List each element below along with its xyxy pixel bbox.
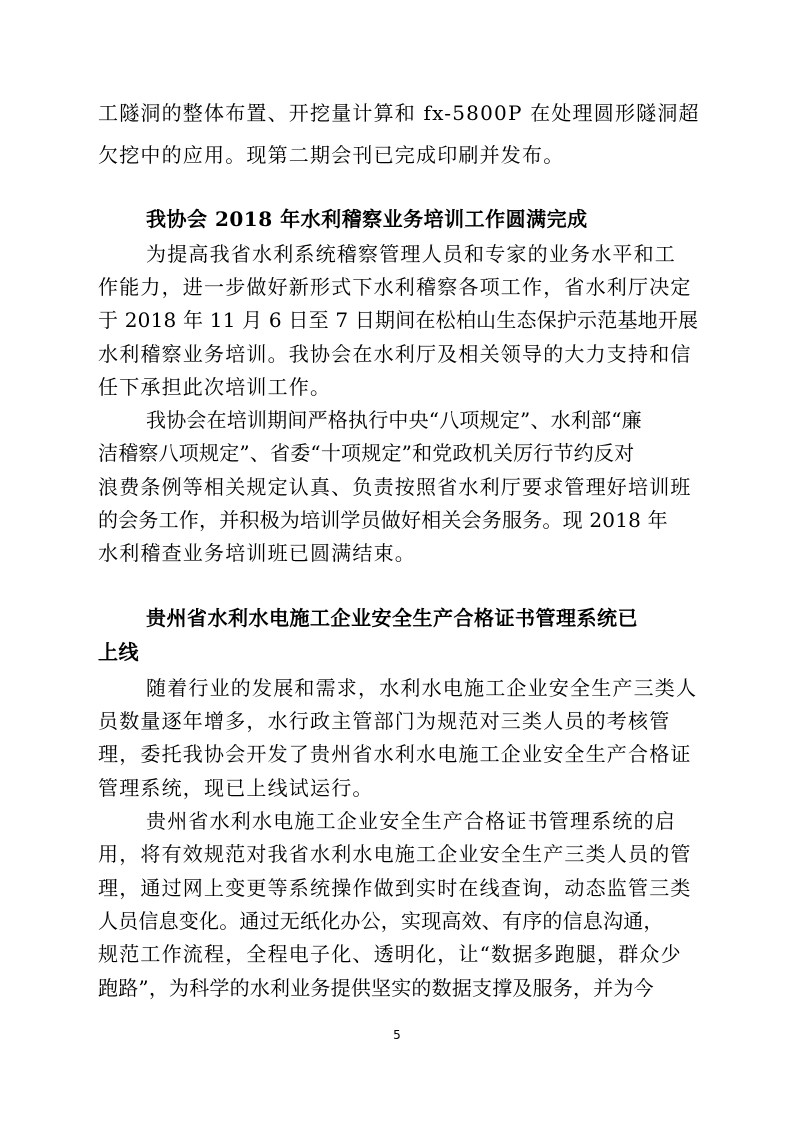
page-number: 5 bbox=[393, 1028, 401, 1042]
intro-line: 工隧洞的整体布置、开挖量计算和 fx-5800P 在处理圆形隧洞超 bbox=[98, 101, 700, 125]
paragraph-line: 作能力，进一步做好新形式下水利稽察各项工作，省水利厅决定 bbox=[98, 275, 692, 299]
intro-line: 欠挖中的应用。现第二期会刊已完成印刷并发布。 bbox=[98, 143, 565, 167]
paragraph-line: 理，委托我协会开发了贵州省水利水电施工企业安全生产合格证 bbox=[98, 742, 692, 766]
paragraph-line: 员数量逐年增多，水行政主管部门为规范对三类人员的考核管 bbox=[98, 709, 671, 733]
section-heading: 我协会 2018 年水利稽察业务培训工作圆满完成 bbox=[146, 207, 588, 231]
paragraph-line: 洁稽察八项规定”、省委“十项规定”和党政机关厉行节约反对 bbox=[98, 441, 635, 465]
paragraph-line: 任下承担此次培训工作。 bbox=[98, 375, 332, 399]
paragraph-line: 浪费条例等相关规定认真、负责按照省水利厅要求管理好培训班 bbox=[98, 475, 692, 499]
paragraph-line: 于 2018 年 11 月 6 日至 7 日期间在松柏山生态保护示范基地开展 bbox=[98, 308, 699, 332]
paragraph-line: 我协会在培训期间严格执行中央“八项规定”、水利部“廉 bbox=[146, 408, 642, 432]
paragraph-line: 规范工作流程，全程电子化、透明化，让“数据多跑腿，群众少 bbox=[98, 942, 682, 966]
section-heading: 贵州省水利水电施工企业安全生产合格证书管理系统已 bbox=[146, 606, 638, 630]
paragraph-line: 的会务工作，并积极为培训学员做好相关会务服务。现 2018 年 bbox=[98, 508, 668, 532]
paragraph-line: 随着行业的发展和需求，水利水电施工企业安全生产三类人 bbox=[146, 676, 698, 700]
paragraph-line: 水利稽察业务培训。我协会在水利厅及相关领导的大力支持和信 bbox=[98, 342, 692, 366]
paragraph-line: 管理系统，现已上线试运行。 bbox=[98, 776, 374, 800]
paragraph-line: 用，将有效规范对我省水利水电施工企业安全生产三类人员的管 bbox=[98, 842, 692, 866]
paragraph-line: 水利稽查业务培训班已圆满结束。 bbox=[98, 541, 416, 565]
section-heading-continuation: 上线 bbox=[98, 640, 139, 664]
paragraph-line: 理，通过网上变更等系统操作做到实时在线查询，动态监管三类 bbox=[98, 876, 692, 900]
paragraph-line: 贵州省水利水电施工企业安全生产合格证书管理系统的启 bbox=[146, 809, 676, 833]
paragraph-line: 人员信息变化。通过无纸化办公，实现高效、有序的信息沟通， bbox=[98, 909, 664, 933]
paragraph-line: 跑路”，为科学的水利业务提供坚实的数据支撑及服务，并为今 bbox=[98, 976, 654, 1000]
paragraph-line: 为提高我省水利系统稽察管理人员和专家的业务水平和工 bbox=[146, 242, 676, 266]
